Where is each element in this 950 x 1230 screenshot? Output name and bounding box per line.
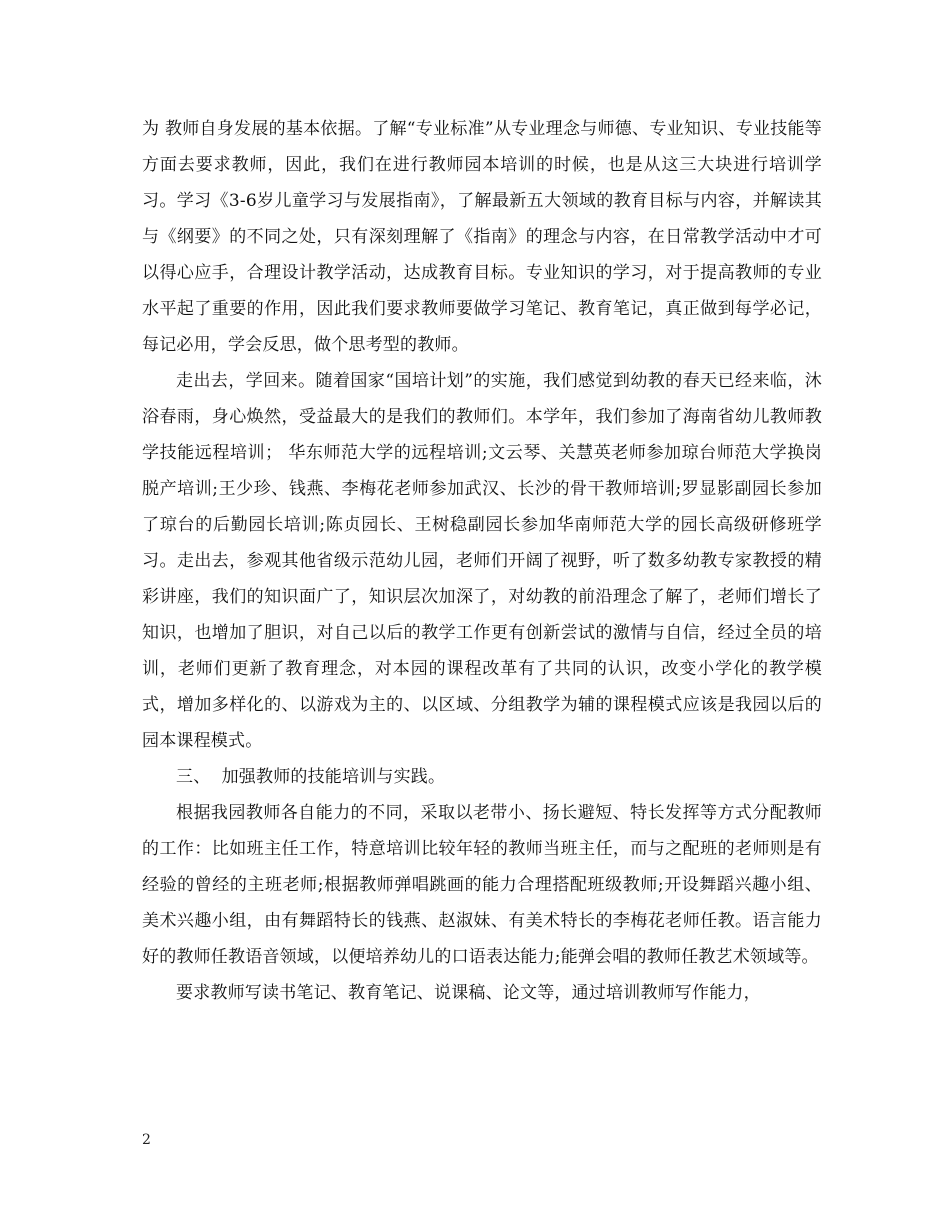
page-number: 2 — [142, 1132, 151, 1148]
paragraph-teacher-assignment: 根据我园教师各自能力的不同，采取以老带小、扬长避短、特长发挥等方式分配教师的工作：比如班主任工作，特意培训比较年轻的教师当班主任，而与之配班的老师则是有经验的曾经的主班老师;根据教师弹唱跳画的能力合理搭配班级教师;开设舞蹈兴趣小组、美术兴趣小组，由有舞蹈特长的钱燕、赵淑妹、有美术特长的李梅花老师任教。语言能力好的教师任教语音领域，以便培养幼儿的口语表达能力;能弹会唱的教师任教艺术领域等。 — [142, 803, 822, 967]
section-heading-skills-training: 三、 加强教师的技能培训与实践。 — [176, 767, 446, 787]
paragraph-writing-requirements: 要求教师写读书笔记、教育笔记、说课稿、论文等，通过培训教师写作能力， — [176, 983, 761, 1003]
paragraph-go-out-learn-back: 走出去，学回来。随着国家“国培计划”的实施，我们感觉到幼教的春天已经来临，沐浴春雨，身心焕然，受益最大的是我们的教师们。本学年，我们参加了海南省幼儿教师教学技能远程培训； 华东师范大学的远程培训;文云琴、关慧英老师参加琼台师范大学换岗脱产培训;王少珍、钱燕、李梅花老师参加武汉、长沙的骨干教师培训;罗显影副园长参加了琼台的后勤园长培训;陈贞园长、王树稳副园长参加华南师范大学的园长高级研修班学习。走出去，参观其他省级示范幼儿园，老师们开阔了视野，听了数多幼教专家教授的精彩讲座，我们的知识面广了，知识层次加深了，对幼教的前沿理念了解了，老师们增长了知识，也增加了胆识，对自己以后的教学工作更有创新尝试的激情与自信，经过全员的培训，老师们更新了教育理念，对本园的课程改革有了共同的认识，改变小学化的教学模式，增加多样化的、以游戏为主的、以区域、分组教学为辅的课程模式应该是我园以后的园本课程模式。 — [142, 371, 822, 751]
body-text — [142, 111, 822, 1011]
paragraph-professional-standards: 为 教师自身发展的基本依据。了解“专业标准”从专业理念与师德、专业知识、专业技能等方面去要求教师，因此，我们在进行教师园本培训的时候，也是从这三大块进行培训学习。学习《3-6岁儿童学习与发展指南》，了解最新五大领域的教育目标与内容，并解读其与《纲要》的不同之处，只有深刻理解了《指南》的理念与内容，在日常教学活动中才可以得心应手，合理设计教学活动，达成教育目标。专业知识的学习，对于提高教师的专业水平起了重要的作用，因此我们要求教师要做学习笔记、教育笔记，真正做到每学必记，每记必用，学会反思，做个思考型的教师。 — [142, 119, 822, 355]
